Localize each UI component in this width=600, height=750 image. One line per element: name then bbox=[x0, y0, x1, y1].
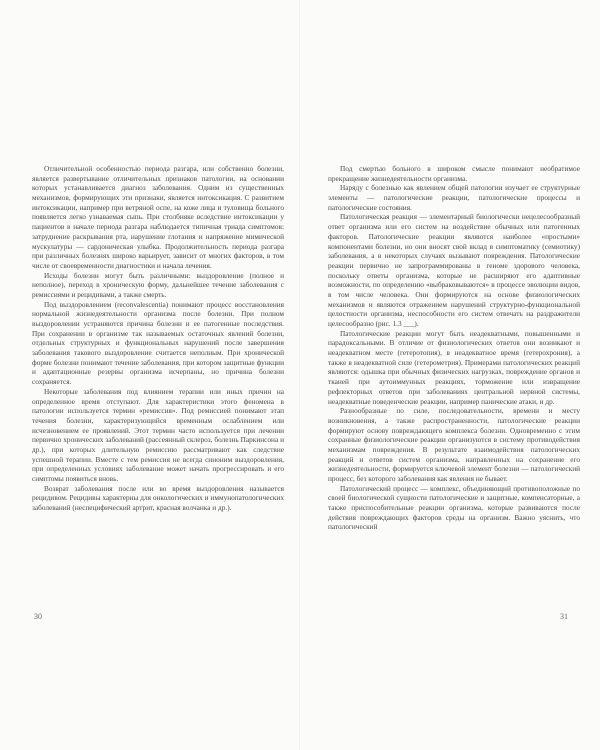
right-paragraph-2: Наряду с болезнью как явлением общей патологии изучает ее структурные элементы — патологические реакции, патологические процессы и патологические состояния. bbox=[328, 183, 580, 212]
left-paragraph-3: Под выздоровлением (reconvalescentia) понимают процесс восстановления нормальной жизнедеятельности организма после болезни. При полном выздоровлении устраняются причина болезни и ее патогенные последствия. При сохранении в организме так называемых остаточных явлений болезни, отдельных структурных и функциональных нарушений после завершения заболевания такового выздоровление считается неполным. При хронической форме болезни понимают течение заболевания, при котором защитные функции и адаптационные резервы организма исчерпаны, но причина болезни сохраняется. bbox=[32, 299, 284, 387]
right-paragraph-3: Патологическая реакция — элементарный биологически нецелесообразный ответ организма или его систем на воздействие обычных или патогенных факторов. Патологические реакции являются наиболее «простыми» компонентами болезни, но они вносят свой вклад в симптоматику (семиотику) заболевания, а в некоторых случаях вызывают повреждения. Патологические реакции первично не запрограммированы в геноме здорового человека, поскольку ответы организма, которые не расширяют его адаптивные возможности, по определению «выбраковываются» в процессе эволюции видов, в том числе человека. Они формируются на основе физиологических механизмов и являются отражением нарушений структурно-функциональной целостности организма, неспособности его систем отвечать на раздражители целесообразно (рис. 1.3 ___). bbox=[328, 212, 580, 328]
right-paragraph-1: Под смертью больного в широком смысле понимают необратимое прекращение жизнедеятельности организма. bbox=[328, 164, 580, 183]
right-paragraph-5: Разнообразные по силе, последовательности, времени и месту возникновения, а также распространенности, патологические реакции формируют основу повреждающего комплекса болезни. Одновременно с этим сохранные физиологические реакции организуются в систему противодействия механизмам повреждения. В результате взаимодействия патологических реакций и ответов систем организма, направленных на сохранение его жизнедеятельности, формируется ключевой элемент болезни — патологический процесс, без которого заболевания как явления не бывает. bbox=[328, 406, 580, 483]
right-page-text bbox=[328, 164, 580, 532]
page-fold bbox=[299, 0, 300, 750]
left-paragraph-5: Возврат заболевания после или во время выздоровления называется рецидивом. Рецидивы характерны для онкологических и иммунопатологических заболеваний (неспецифический артрит, красная волчанка и др.). bbox=[32, 483, 284, 513]
left-page-number: 30 bbox=[34, 612, 42, 621]
left-paragraph-1: Отличительной особенностью периода разгара, или собственно болезни, является развертывание отличительных признаков патологии, на основании которых устанавливается диагноз заболевания. Одним из существенных механизмов, формирующих эти признаки, является интоксикация. С развитием интоксикации, например при ветряной оспе, на коже лица и туловища больного появляется легко узнаваемая сыпь. При столбняке вследствие интоксикации у пациентов в начале периода разгара наблюдается типичная триада симптомов: затруднение раскрывания рта, нарушение глотания и напряжение мимической мускулатуры — сардоническая улыбка. Продолжительность периода разгара при различных болезнях широко варьирует, зависит от многих факторов, в том числе от своевременности диагностики и начала лечения. bbox=[32, 164, 284, 270]
left-page-text bbox=[32, 164, 284, 513]
left-paragraph-2: Исходы болезни могут быть различными: выздоровление (полное и неполное), переход в хроническую форму, дальнейшее течение заболевания с ремиссиями и рецидивами, а также смерть. bbox=[32, 270, 284, 299]
right-page-number: 31 bbox=[560, 612, 568, 621]
right-paragraph-4: Патологические реакции могут быть неадекватными, повышенными и парадоксальными. В отличие от физиологических ответов они возникают и неадекватном месте (гетеротопия), в неадекватное время (гетерохрония), а также в неадекватной силе (гетерометрия). Примерами патологических реакций являются: одышка при обычных физических нагрузках, повреждение органов и тканей при аутоиммунных реакциях, торможение или извращение рефлекторных ответов при заболеваниях центральной нервной системы, неадекватные поведенческие реакции, например панические атаки, и др. bbox=[328, 328, 580, 406]
left-paragraph-4: Некоторые заболевания под влиянием терапии или иных причин на определенное время отступают. Для характеристики этого феномена в патологии используется термин «ремиссия». Под ремиссией понимают этап течения болезни, характеризующийся временным ослаблением или исчезновением ее проявлений. Этот термин часто используется при лечении первично хронических заболеваний (рассеянный склероз, болезнь Паркинсона и др.), при которых длительную ремиссию рассматривают как следствие успешной терапии. Вместе с тем ремиссия не всегда синоним выздоровления, при определенных условиях заболевание может начать прогрессировать и его симптомы появиться вновь. bbox=[32, 386, 284, 483]
right-paragraph-6: Патологический процесс — комплекс, объединяющий противоположные по своей биологической сущности патологические и защитные, компенсаторные, а также приспособительные реакции организма, которые развиваются после действия повреждающих факторов среды на организм. Важно уяснить, что патологический bbox=[328, 483, 580, 532]
